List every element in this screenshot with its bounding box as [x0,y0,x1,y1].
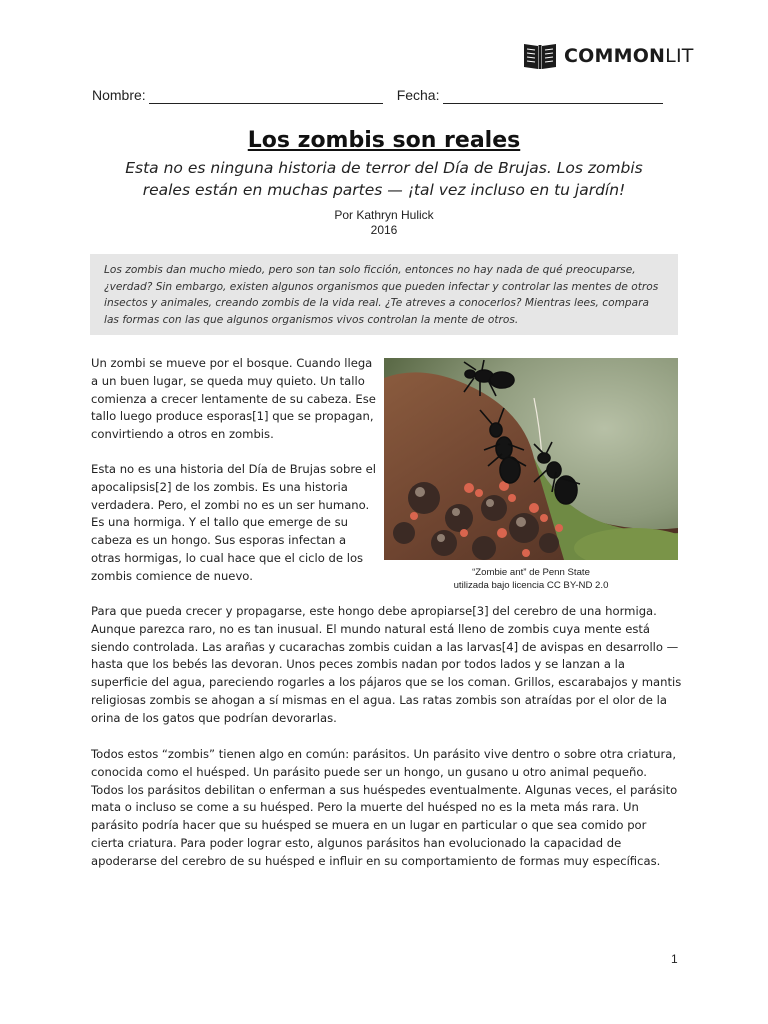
ant-illustration [384,358,678,560]
name-field[interactable] [149,87,383,104]
open-book-icon [522,41,558,71]
name-label: Nombre: [92,87,146,103]
author: Por Kathryn Hulick [334,208,434,222]
paragraph-1: Un zombi se mueve por el bosque. Cuando llega a un buen lugar, se queda muy quieto. Un tallo comienza a crecer lentamente de su cabeza. Ese tallo luego produce esporas[1] que se propagan, convirtiendo a otros en zombis. [91,356,376,442]
date-label: Fecha: [396,87,440,103]
date-field[interactable] [443,87,663,104]
commonlit-logo [522,40,694,72]
paragraph-2: Esta no es una historia del Día de Brujas sobre el apocalipsis[2] de los zombis. Es una historia verdadera. Pero, el zombi no es un ser humano. Es una hormiga. Y el tallo que emerge de su cabeza es un hongo. Sus esporas infectan a otras hormigas, lo cual hace que el ciclo de los zombis comience de nuevo. [91,461,377,583]
intro-box [90,254,678,335]
article-title: Los zombis son reales [247,128,521,153]
paragraph-3: Para que pueda crecer y propagarse, este hongo debe apropiarse[3] del cerebro de una hormiga. Aunque parezca raro, no es tan inusual. El mundo natural está lleno de zombis cuya mente está siendo controlada. Las arañas y cucarachas zombis cuidan a las larvas[4] de avispas en desarrollo — hasta que los bebés las devoran. Unos peces zombis nadan por todos lados y se lanzan a la superficie del agua, pareciendo rogarles a los pájaros que se los coman. Grillos, escarabajos y mantis religiosas zombis se ahogan a sí mismas en el agua. Las ratas zombis son atraídas por el olor de la orina de los gatos que podrían devorarlas. [91,604,682,725]
left-column [91,355,377,603]
caption-line-1: “Zombie ant” de Penn State [472,567,590,578]
publication-year: 2016 [370,223,398,237]
paragraph-4: Todos estos “zombis” tienen algo en común: parásitos. Un parásito vive dentro o sobre otra criatura, conocida como el huésped. Un parásito puede ser un hongo, un gusano u otro animal pequeño. Todos los parásitos debilitan o enferman a sus huéspedes eventualmente. Algunas veces, el parásito mata o incluso se come a su huésped. Pero la muerte del huésped no es la meta más rara. Un parásito podría hacer que su huésped se muera en un lugar en particular o que sea comido por cierta criatura. Para poder lograr esto, algunos parásitos han evolucionado la capacidad de apoderarse del cerebro de su huésped e influir en su comportamiento de formas muy específicas. [91,747,678,868]
zombie-ant-photo [384,358,678,560]
name-date-fields [92,87,663,104]
caption-line-2: utilizada bajo licencia CC BY-ND 2.0 [453,580,609,591]
article-subtitle: Esta no es ninguna historia de terror del Día de Brujas. Los zombis reales están en muchas partes — ¡tal vez incluso en tu jardín! [125,159,643,199]
intro-text: Los zombis dan mucho miedo, pero son tan solo ficción, entonces no hay nada de qué preocuparse, ¿verdad? Sin embargo, existen algunos organismos que pueden infectar y controlar las mentes de otros insectos y animales, creando zombis de la vida real. ¿Te atreves a conocerlos? Mientras lees, compara las formas con las que algunos organismos vivos controlan la mente de otros. [104,264,659,326]
page-number: 1 [671,952,678,966]
photo-caption [384,566,678,592]
logo-wordmark: COMMONLIT [564,45,694,67]
byline [0,208,768,238]
